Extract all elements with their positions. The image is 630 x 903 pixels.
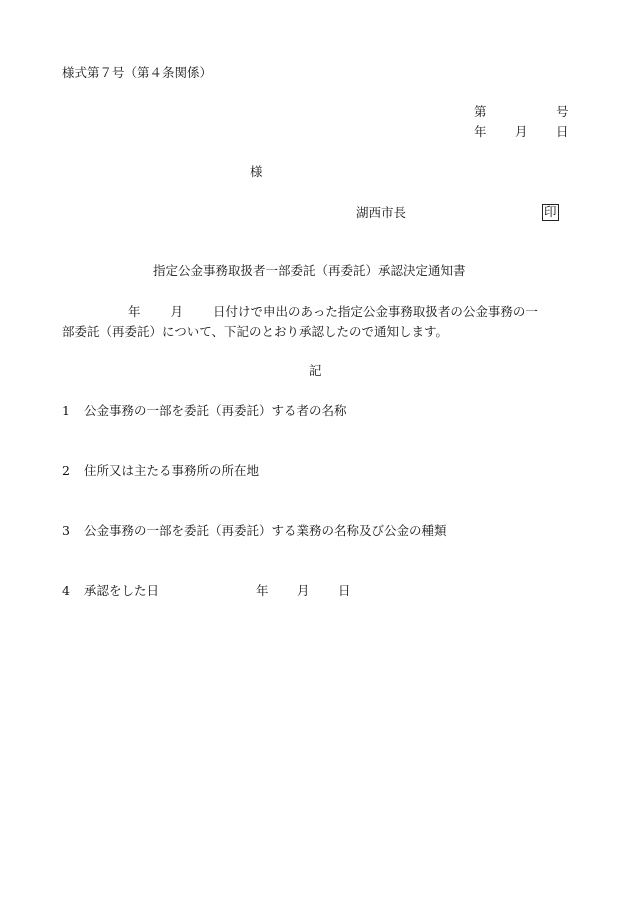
approval-month: 月	[297, 583, 310, 598]
form-label: 様式第７号（第４条関係）	[62, 65, 213, 80]
issue-date-year: 年	[474, 124, 487, 139]
item-2-text: 住所又は主たる事務所の所在地	[84, 463, 260, 478]
body-line-2: 部委託（再委託）について、下記のとおり承認したので通知します。	[62, 324, 449, 339]
issue-date-day: 日	[556, 124, 569, 139]
item-1-text: 公金事務の一部を委託（再委託）する者の名称	[84, 403, 347, 418]
addressee-suffix: 様	[250, 164, 263, 179]
body-month: 月	[170, 304, 184, 319]
item-4-number: 4	[62, 583, 70, 598]
seal-stamp: 印	[544, 204, 557, 219]
document-title: 指定公金事務取扱者一部委託（再委託）承認決定通知書	[153, 263, 466, 278]
sender-title: 湖西市長	[356, 205, 407, 220]
approval-day: 日	[338, 583, 351, 598]
document-number-suffix: 号	[556, 104, 569, 119]
item-4-text: 承認をした日	[84, 583, 160, 598]
item-3-text: 公金事務の一部を委託（再委託）する業務の名称及び公金の種類	[84, 523, 447, 538]
item-3-number: 3	[62, 523, 70, 538]
document-number-prefix: 第	[474, 104, 487, 119]
body-paragraph	[62, 302, 570, 342]
ki-heading: 記	[309, 363, 322, 378]
item-1-number: 1	[62, 403, 70, 418]
approval-year: 年	[256, 583, 269, 598]
body-year: 年	[128, 304, 141, 319]
body-text-line1: 日付けで申出のあった指定公金事務取扱者の公金事務の一	[213, 304, 538, 319]
item-2-number: 2	[62, 463, 70, 478]
issue-date-month: 月	[515, 124, 528, 139]
body-line-1	[62, 302, 570, 322]
